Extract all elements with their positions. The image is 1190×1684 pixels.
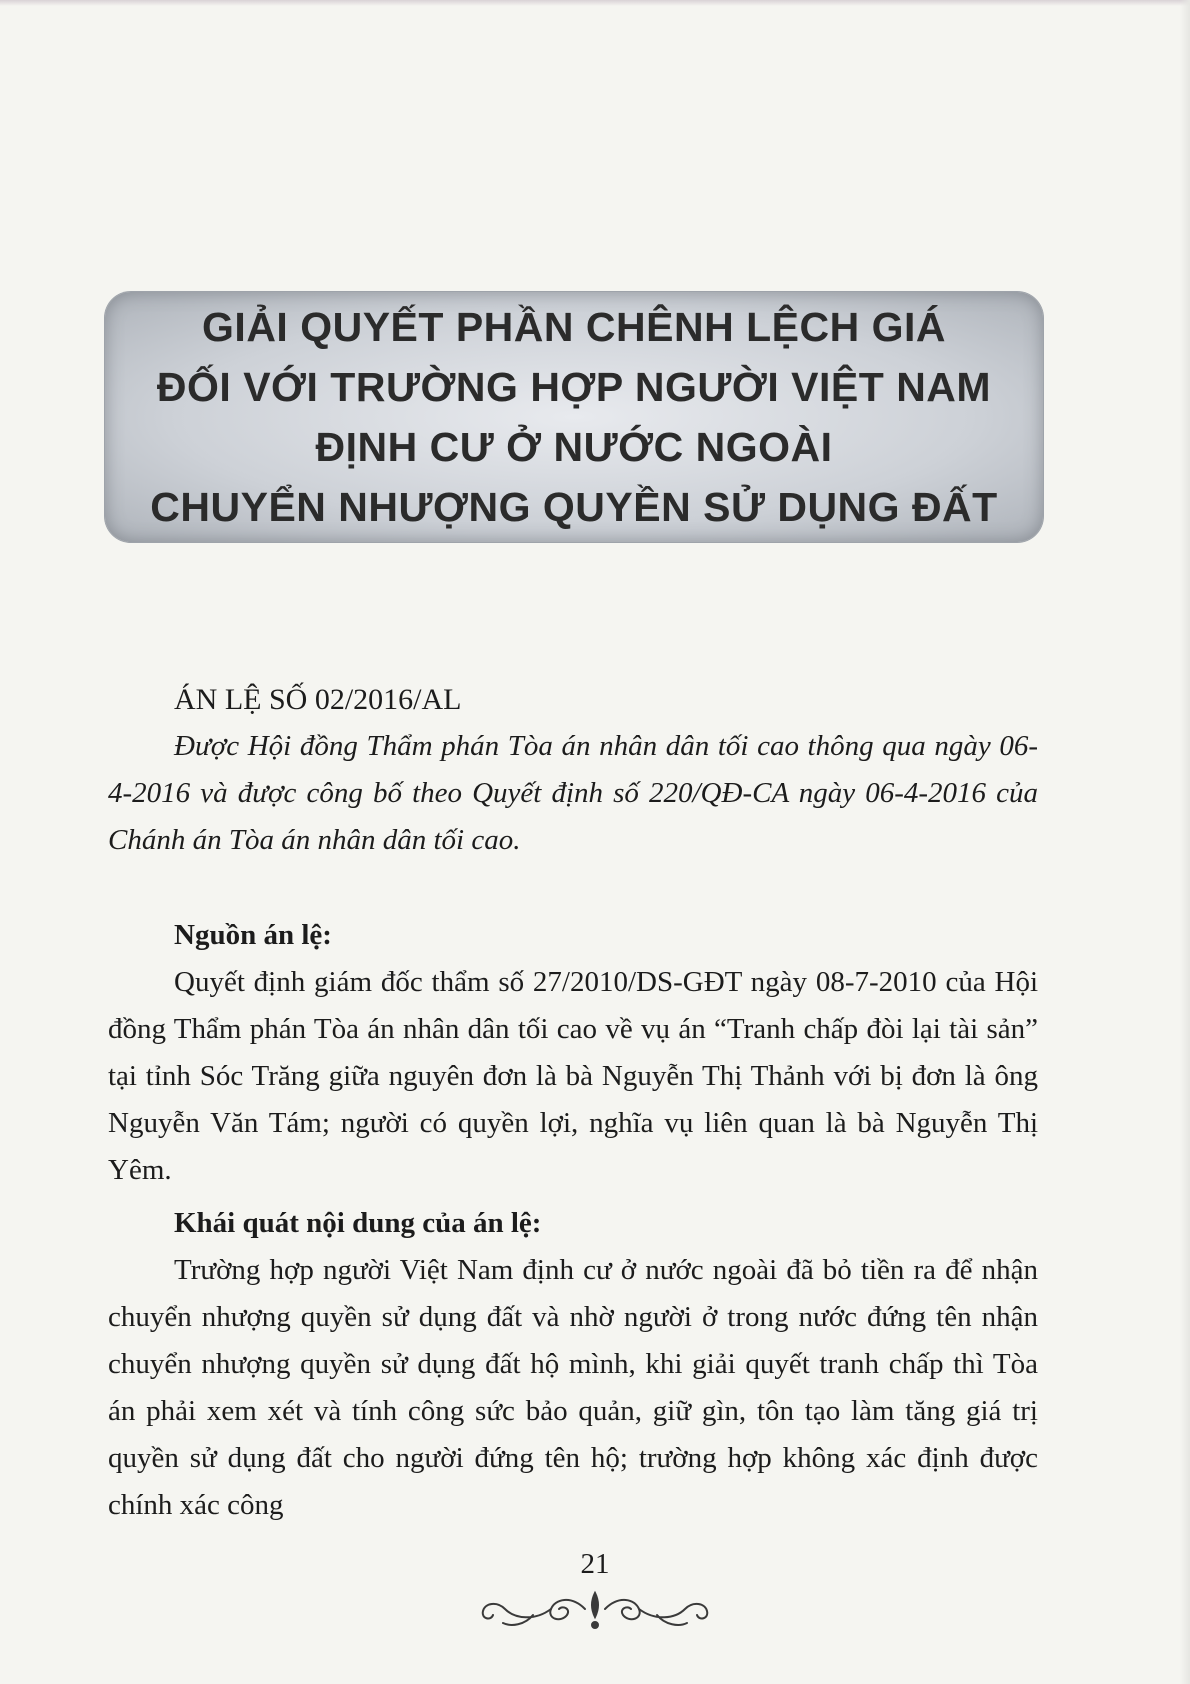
adoption-note: Được Hội đồng Thẩm phán Tòa án nhân dân tối cao thông qua ngày 06-4-2016 và được công bố theo Quyết định số 220/QĐ-CA ngày 06-4-2016 của Chánh án Tòa án nhân dân tối cao. [108,730,1038,856]
case-id: ÁN LỆ SỐ 02/2016/AL [174,683,462,716]
chapter-title-line-3: ĐỊNH CƯ Ở NƯỚC NGOÀI [315,424,833,470]
scan-edge-right [1180,0,1190,1684]
source-paragraph: Quyết định giám đốc thẩm số 27/2010/DS-GĐT ngày 08-7-2010 của Hội đồng Thẩm phán Tòa án nhân dân tối cao về vụ án “Tranh chấp đòi lại tài sản” tại tỉnh Sóc Trăng giữa nguyên đơn là bà Nguyễn Thị Thảnh với bị đơn là ông Nguyễn Văn Tám; người có quyền lợi, nghĩa vụ liên quan là bà Nguyễn Thị Yêm. [108,966,1038,1186]
page-body [108,676,1038,1529]
flourish-ornament-icon [475,1585,715,1635]
summary-heading: Khái quát nội dung của án lệ: [174,1207,542,1239]
source-heading: Nguồn án lệ: [174,919,332,951]
chapter-title-line-1: GIẢI QUYẾT PHẦN CHÊNH LỆCH GIÁ [202,304,946,350]
scan-edge-top [0,0,1190,6]
chapter-title-line-2: ĐỐI VỚI TRƯỜNG HỢP NGƯỜI VIỆT NAM [156,364,992,410]
spacer [108,864,1038,912]
page-number: 21 [580,1548,610,1580]
chapter-title-line-4: CHUYỂN NHƯỢNG QUYỀN SỬ DỤNG ĐẤT [150,484,998,530]
summary-paragraph: Trường hợp người Việt Nam định cư ở nước ngoài đã bỏ tiền ra để nhận chuyển nhượng quyền sử dụng đất và nhờ người ở trong nước đứng tên nhận chuyển nhượng quyền sử dụng đất hộ mình, khi giải quyết tranh chấp thì Tòa án phải xem xét và tính công sức bảo quản, giữ gìn, tôn tạo làm tăng giá trị quyền sử dụng đất cho người đứng tên hộ; trường hợp không xác định được chính xác công [108,1254,1038,1521]
chapter-title-box [105,292,1043,542]
